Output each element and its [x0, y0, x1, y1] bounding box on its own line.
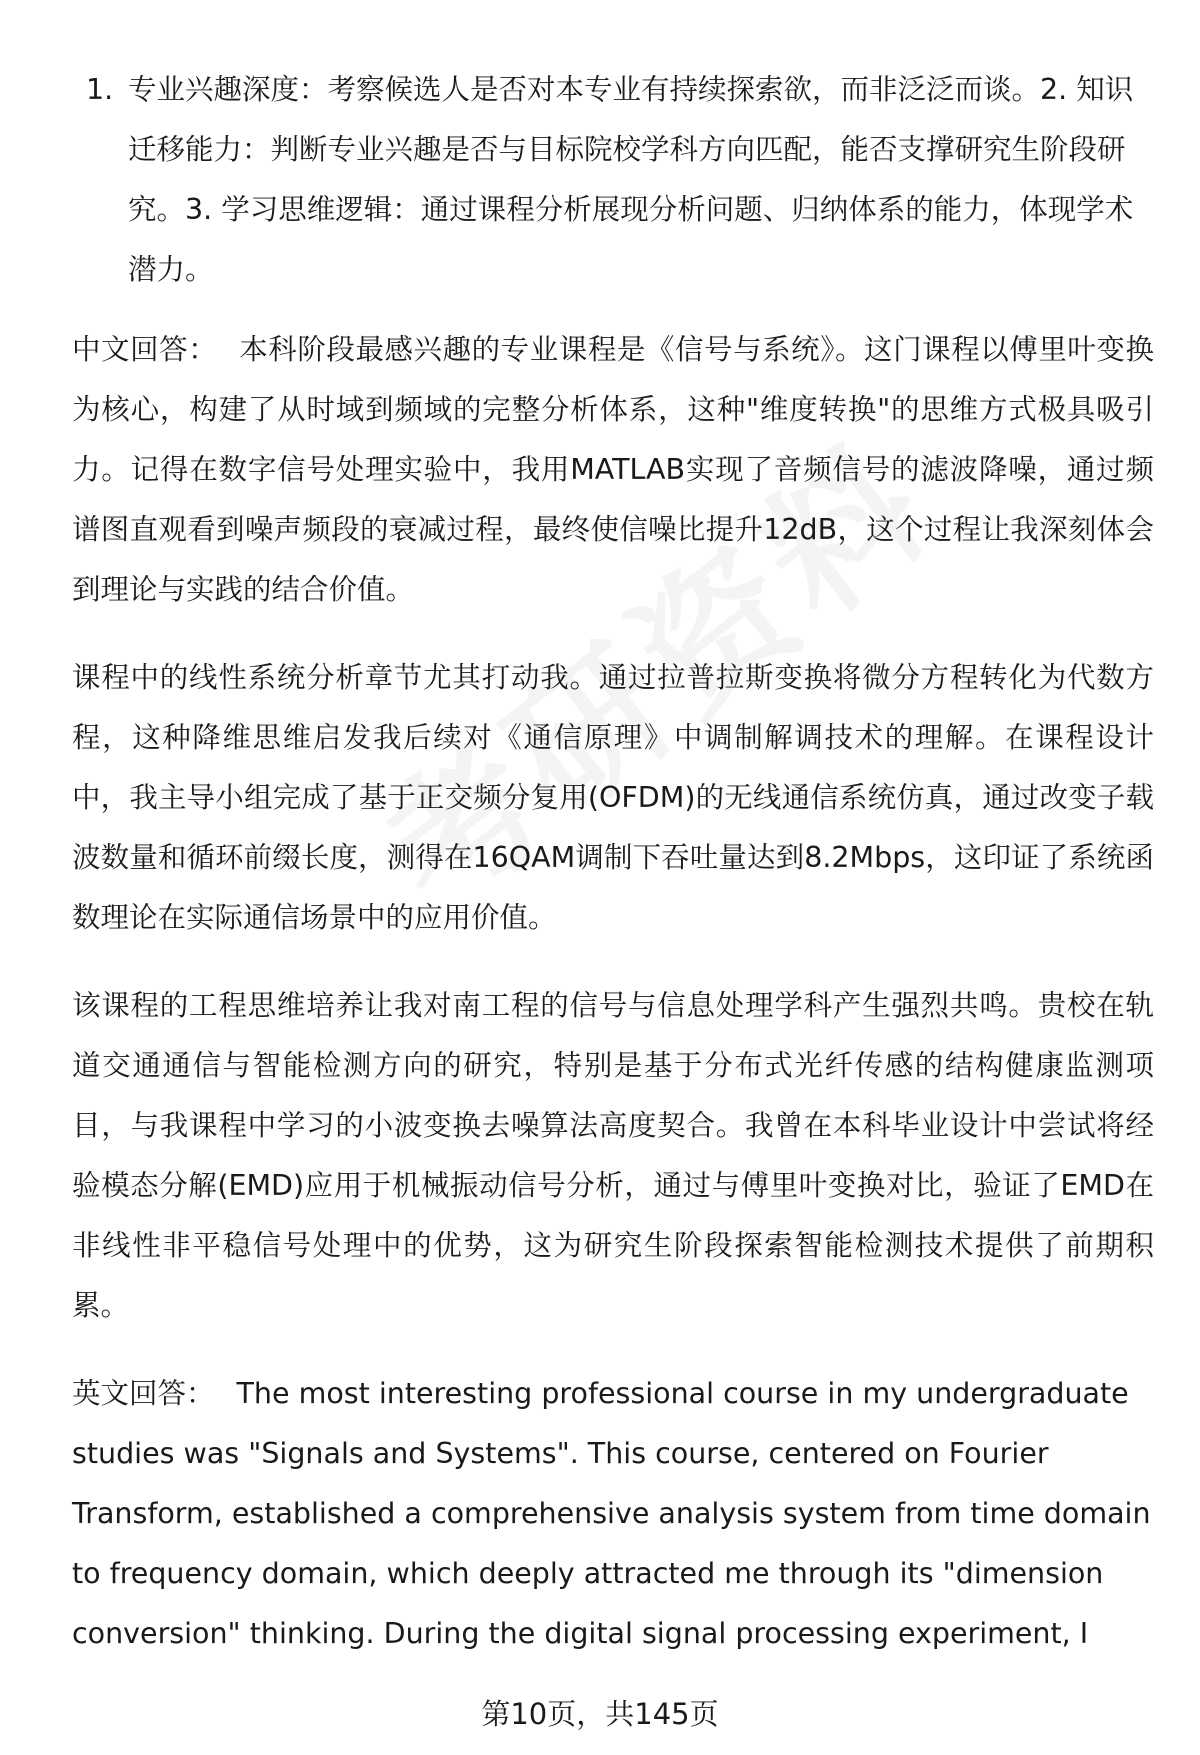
chinese-answer-paragraph-3: 该课程的工程思维培养让我对南工程的信号与信息处理学科产生强烈共鸣。贵校在轨道交通通信与智能检测方向的研究，特别是基于分布式光纤传感的结构健康监测项目，与我课程中学习的小波变换去噪算法高度契合。我曾在本科毕业设计中尝试将经验模态分解(EMD)应用于机械振动信号分析，通过与傅里叶变换对比，验证了EMD在非线性非平稳信号处理中的优势，这为研究生阶段探索智能检测技术提供了前期积累。 [72, 989, 1154, 1322]
chinese-answer-label: 中文回答： [72, 333, 218, 366]
english-answer-text-1: The most interesting professional course in my undergraduate studies was "Signals and Systems". This course, centered on Fourier Transform, established a comprehensive analysis system from time domain to frequency domain, which deeply attracted me through its "dimension conversion" thinking. During the digital signal processing experiment, I [72, 1377, 1151, 1650]
page-number: 第10页，共145页 [481, 1697, 719, 1731]
chinese-answer-paragraph-1 [72, 320, 1154, 620]
chinese-answer-text-1: 本科阶段最感兴趣的专业课程是《信号与系统》。这门课程以傅里叶变换为核心，构建了从时域到频域的完整分析体系，这种"维度转换"的思维方式极具吸引力。记得在数字信号处理实验中，我用MATLAB实现了音频信号的滤波降噪，通过频谱图直观看到噪声频段的衰减过程，最终使信噪比提升12dB，这个过程让我深刻体会到理论与实践的结合价值。 [72, 333, 1154, 606]
english-answer-label: 英文回答： [72, 1377, 215, 1410]
chinese-answer-paragraph-2: 课程中的线性系统分析章节尤其打动我。通过拉普拉斯变换将微分方程转化为代数方程，这种降维思维启发我后续对《通信原理》中调制解调技术的理解。在课程设计中，我主导小组完成了基于正交频分复用(OFDM)的无线通信系统仿真，通过改变子载波数量和循环前缀长度，测得在16QAM调制下吞吐量达到8.2Mbps，这印证了系统函数理论在实际通信场景中的应用价值。 [72, 661, 1154, 934]
item-text: 专业兴趣深度：考察候选人是否对本专业有持续探索欲，而非泛泛而谈。2. 知识迁移能力：判断专业兴趣是否与目标院校学科方向匹配，能否支撑研究生阶段研究。3. 学习思维逻辑：通过课程分析展现分析问题、归纳体系的能力，体现学术潜力。 [128, 73, 1134, 286]
english-answer-paragraph-1 [72, 1364, 1154, 1664]
document-body [72, 60, 1154, 1692]
numbered-item [72, 60, 1154, 300]
item-number: 1. [86, 73, 114, 106]
